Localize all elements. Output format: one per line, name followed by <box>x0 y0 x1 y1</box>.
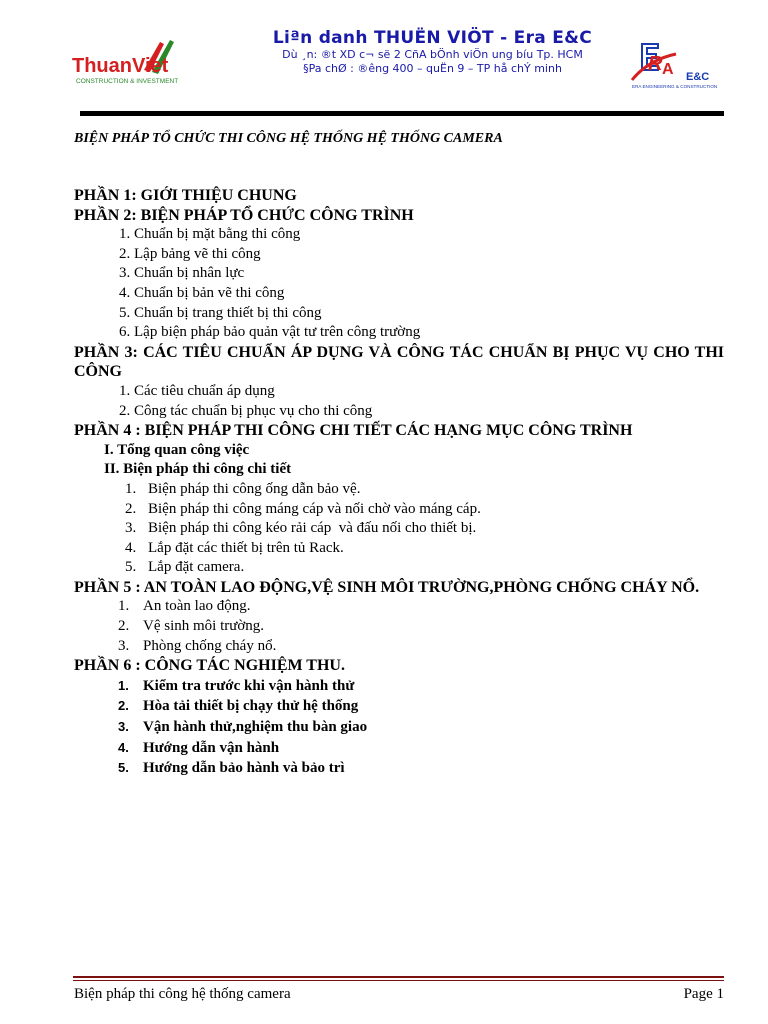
list-item <box>74 519 724 539</box>
list-text: Lắp đặt các thiết bị trên tủ Rack. <box>148 539 344 556</box>
list-item: 5. Chuẩn bị trang thiết bị thi công <box>119 304 322 321</box>
era-ec-logo <box>628 40 724 90</box>
page-header <box>0 0 768 112</box>
list-number: 2. <box>118 698 129 714</box>
header-project: Dù ¸n: ®t XD c¬ së 2 CñA bÖnh viÖn ung bíu Tp. HCM <box>282 48 583 61</box>
logo-right-text: E&C <box>686 71 710 83</box>
list-item <box>74 758 724 779</box>
list-item <box>74 558 724 578</box>
list-text: Kiểm tra trước khi vận hành thử <box>143 677 355 694</box>
section-2-heading: PHẦN 2: BIỆN PHÁP TỔ CHỨC CÔNG TRÌNH <box>74 206 414 224</box>
list-item <box>74 617 724 637</box>
list-number: 2. <box>125 500 137 517</box>
section-1-heading: PHẦN 1: GIỚI THIỆU CHUNG <box>74 187 297 204</box>
list-text: Biện pháp thi công ống dẫn bảo vệ. <box>148 480 361 497</box>
svg-text:R: R <box>648 53 663 75</box>
logo-left-text: ThuanViet <box>72 55 169 77</box>
list-item: 4. Chuẩn bị bản vẽ thi công <box>119 284 285 301</box>
list-text: Lắp đặt camera. <box>148 559 245 576</box>
list-number: 4. <box>118 739 129 755</box>
list-item <box>74 480 724 500</box>
table-of-contents <box>74 186 724 779</box>
list-item <box>74 717 724 738</box>
subsection-heading: I. Tổng quan công việc <box>104 441 250 458</box>
list-number: 3. <box>118 637 130 654</box>
list-item: 2. Công tác chuẩn bị phục vụ cho thi công <box>119 402 373 419</box>
section-3-heading: PHẦN 3: CÁC TIÊU CHUẨN ÁP DỤNG VÀ CÔNG TÁC CHUẨN BỊ PHỤC VỤ CHO THI CÔNG <box>74 343 724 381</box>
logo-right-subtext: ERA ENGINEERING & CONSTRUCTION <box>632 84 718 89</box>
list-text: Hướng dẫn vận hành <box>143 739 280 756</box>
list-number: 1. <box>118 598 130 615</box>
list-text: Vận hành thử,nghiệm thu bàn giao <box>143 719 368 736</box>
list-number: 3. <box>118 719 129 735</box>
list-number: 4. <box>125 539 137 556</box>
svg-text:A: A <box>662 61 674 78</box>
header-divider <box>80 111 724 116</box>
list-item: 3. Chuẩn bị nhân lực <box>119 265 245 282</box>
list-item <box>74 539 724 559</box>
list-number: 5. <box>125 559 137 576</box>
list-number: 1. <box>125 480 137 497</box>
header-title: Liªn danh THUËN VIÖT - Era E&C <box>272 28 593 48</box>
section-6-heading: PHẦN 6 : CÔNG TÁC NGHIỆM THU. <box>74 657 345 675</box>
list-number: 1. <box>118 677 129 693</box>
list-text: Phòng chống cháy nổ. <box>143 637 277 654</box>
list-item: 1. Chuẩn bị mặt bằng thi công <box>119 226 301 243</box>
page-number: Page 1 <box>683 986 724 1002</box>
list-text: Biện pháp thi công máng cáp và nối chờ vào máng cáp. <box>148 500 481 517</box>
list-text: Hướng dẫn bảo hành và bảo trì <box>143 760 345 777</box>
logo-left-subtext: CONSTRUCTION & INVESTMENT <box>76 78 179 85</box>
list-number: 5. <box>118 760 129 776</box>
list-item <box>74 500 724 520</box>
list-text: Vệ sinh môi trường. <box>143 618 265 635</box>
document-title: BIỆN PHÁP TỔ CHỨC THI CÔNG HỆ THỐNG HỆ THỐNG CAMERA <box>74 131 503 146</box>
list-item <box>74 696 724 717</box>
list-item: 6. Lập biện pháp bảo quản vật tư trên công trường <box>119 324 421 341</box>
header-info <box>245 28 620 76</box>
footer-divider <box>73 976 724 978</box>
footer-divider-thin <box>73 980 724 981</box>
list-item <box>74 597 724 617</box>
list-text: Hòa tải thiết bị chạy thử hệ thống <box>143 698 359 715</box>
section-5-heading: PHẦN 5 : AN TOÀN LAO ĐỘNG,VỆ SINH MÔI TRƯỜNG,PHÒNG CHỐNG CHÁY NỔ. <box>74 578 700 596</box>
list-item <box>74 738 724 759</box>
subsection-heading: II. Biện pháp thi công chi tiết <box>104 461 292 478</box>
section-4-heading: PHẦN 4 : BIỆN PHÁP THI CÔNG CHI TIẾT CÁC HẠNG MỤC CÔNG TRÌNH <box>74 422 633 440</box>
list-item <box>74 676 724 697</box>
list-item: 2. Lập bảng vẽ thi công <box>119 245 261 262</box>
list-text: An toàn lao động. <box>143 598 251 615</box>
footer-document-name: Biện pháp thi công hệ thống camera <box>74 986 291 1002</box>
list-text: Biện pháp thi công kéo rải cáp và đấu nối cho thiết bị. <box>148 520 477 537</box>
list-number: 3. <box>125 520 137 537</box>
list-number: 2. <box>118 618 130 635</box>
thuanviet-logo <box>72 40 234 86</box>
list-item: 1. Các tiêu chuẩn áp dụng <box>119 382 275 399</box>
header-address: §Pa chØ : ®êng 400 – quËn 9 – TP hå chÝ minh <box>303 62 562 75</box>
list-item <box>74 637 724 657</box>
